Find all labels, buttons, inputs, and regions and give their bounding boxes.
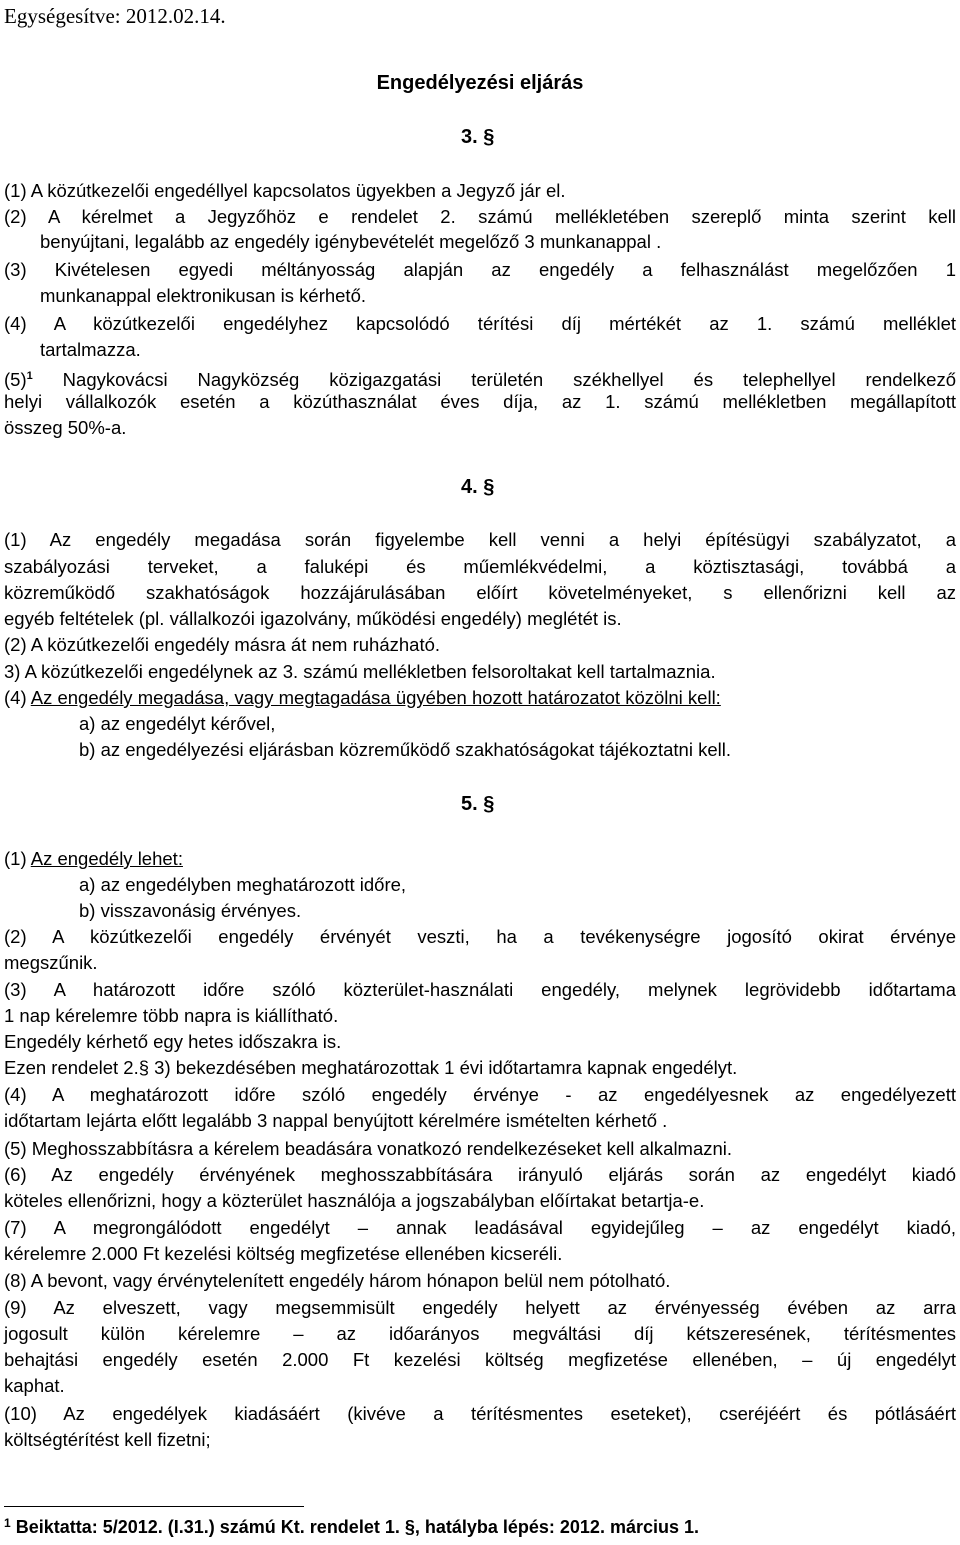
s5-paragraph-3-line-1: (3) A határozott időre szóló közterület-használati engedély, melynek legrövidebb időtartama bbox=[4, 979, 956, 1000]
s4-p4-label: (4) bbox=[4, 687, 31, 708]
s3-paragraph-3-line-1: (3) Kivételesen egyedi méltányosság alapján az engedély a felhasználást megelőzően 1 bbox=[4, 259, 956, 280]
s5-paragraph-1-item-b: b) visszavonásig érvényes. bbox=[79, 900, 302, 921]
s4-paragraph-2: (2) A közútkezelői engedély másra át nem ruházható. bbox=[4, 634, 441, 655]
s3-p5-text: Nagykovácsi Nagyközség közigazgatási területén székhellyel és telephellyel rendelkező bbox=[32, 369, 956, 391]
s3-paragraph-5-line-2: helyi vállalkozók esetén a közúthasználat éves díja, az 1. számú mellékletben megállapított bbox=[4, 391, 956, 412]
s5-paragraph-2-line-1: (2) A közútkezelői engedély érvényét veszti, ha a tevékenységre jogosító okirat érvénye bbox=[4, 926, 956, 947]
footnote-reference[interactable]: 1 bbox=[26, 370, 33, 382]
s5-paragraph-10-line-2: költségtérítést kell fizetni; bbox=[4, 1429, 211, 1450]
consolidation-date-header: Egységesítve: 2012.02.14. bbox=[4, 4, 226, 28]
footnote-separator bbox=[4, 1506, 304, 1507]
s5-paragraph-3-line-3: Engedély kérhető egy hetes időszakra is. bbox=[4, 1031, 342, 1052]
s3-paragraph-4-line-2: tartalmazza. bbox=[40, 339, 141, 360]
s4-paragraph-3: 3) A közútkezelői engedélynek az 3. számú mellékletben felsoroltakat kell tartalmaznia. bbox=[4, 661, 716, 682]
s5-paragraph-3-line-4: Ezen rendelet 2.§ 3) bekezdésében meghatározottak 1 évi időtartamra kapnak engedélyt. bbox=[4, 1057, 738, 1078]
document-title bbox=[0, 72, 960, 95]
s5-paragraph-3-line-2: 1 nap kérelemre több napra is kiállítható. bbox=[4, 1005, 339, 1026]
footnote bbox=[4, 1516, 699, 1538]
s5-paragraph-1-item-a: a) az engedélyben meghatározott időre, bbox=[79, 874, 407, 895]
s5-paragraph-6-line-1: (6) Az engedély érvényének meghosszabbítására irányuló eljárás során az engedélyt kiadó bbox=[4, 1164, 956, 1185]
section-4-heading: 4. § bbox=[461, 476, 495, 498]
s4-paragraph-4-item-a: a) az engedélyt kérővel, bbox=[79, 713, 276, 734]
footnote-text: Beiktatta: 5/2012. (I.31.) számú Kt. rendelet 1. §, hatályba lépés: 2012. március 1. bbox=[10, 1517, 699, 1537]
s4-paragraph-4-item-b: b) az engedélyezési eljárásban közreműködő szakhatóságokat tájékoztatni kell. bbox=[79, 739, 731, 760]
s3-p5-label: (5) bbox=[4, 369, 27, 391]
s3-paragraph-1: (1) A közútkezelői engedéllyel kapcsolatos ügyekben a Jegyző jár el. bbox=[4, 180, 566, 201]
s4-paragraph-1-line-3: közreműködő szakhatóságok hozzájárulásában előírt követelményeket, s ellenőrizni kell az bbox=[4, 582, 956, 603]
section-5-heading: 5. § bbox=[461, 793, 495, 815]
s5-paragraph-10-line-1: (10) Az engedélyek kiadásáért (kivéve a térítésmentes eseteket), cseréjéért és pótlásáért bbox=[4, 1403, 956, 1424]
s5-paragraph-6-line-2: köteles ellenőrizni, hogy a közterület használója a jogszabályban előírtakat betartja-e. bbox=[4, 1190, 705, 1211]
s5-paragraph-5: (5) Meghosszabbításra a kérelem beadására vonatkozó rendelkezéseket kell alkalmazni. bbox=[4, 1138, 733, 1159]
footnote-mark: 1 bbox=[4, 1516, 11, 1530]
s3-paragraph-4-line-1: (4) A közútkezelői engedélyhez kapcsolódó térítési díj mértékét az 1. számú melléklet bbox=[4, 313, 956, 334]
section-3-heading: 3. § bbox=[461, 126, 495, 148]
s5-paragraph-9-line-2: jogosult külön kérelemre – az időarányos megváltási díj kétszeresének, térítésmentes bbox=[4, 1323, 956, 1344]
s3-paragraph-5-line-1 bbox=[4, 365, 956, 391]
s4-paragraph-1-line-4: egyéb feltételek (pl. vállalkozói igazolvány, működési engedély) meglétét is. bbox=[4, 608, 622, 629]
s3-paragraph-2-line-1: (2) A kérelmet a Jegyzőhöz e rendelet 2. számú mellékletében szereplő minta szerint kell bbox=[4, 206, 956, 227]
s5-paragraph-9-line-3: behajtási engedély esetén 2.000 Ft kezelési költség megfizetése ellenében, – új engedélyt bbox=[4, 1349, 956, 1370]
title-text: Engedélyezési eljárás bbox=[376, 72, 584, 94]
s3-paragraph-5-line-3: összeg 50%-a. bbox=[4, 417, 127, 438]
s5-paragraph-9-line-4: kaphat. bbox=[4, 1375, 65, 1396]
s5-paragraph-4-line-2: időtartam lejárta előtt legalább 3 nappal benyújtott kérelmére ismételten kérhető . bbox=[4, 1110, 668, 1131]
s4-paragraph-1-line-1: (1) Az engedély megadása során figyelembe kell venni a helyi építésügyi szabályzatot, a bbox=[4, 529, 956, 550]
s5-p1-label: (1) bbox=[4, 848, 31, 869]
s4-p4-underlined-text: Az engedély megadása, vagy megtagadása ügyében hozott határozatot közölni kell: bbox=[30, 687, 721, 708]
s4-paragraph-4 bbox=[4, 687, 721, 709]
s5-paragraph-2-line-2: megszűnik. bbox=[4, 952, 98, 973]
s5-paragraph-9-line-1: (9) Az elveszett, vagy megsemmisült engedély helyett az érvényesség évében az arra bbox=[4, 1297, 956, 1318]
s3-paragraph-3-line-2: munkanappal elektronikusan is kérhető. bbox=[40, 285, 366, 306]
s5-p1-underlined-text: Az engedély lehet: bbox=[30, 848, 183, 869]
s5-paragraph-4-line-1: (4) A meghatározott időre szóló engedély érvénye - az engedélyesnek az engedélyezett bbox=[4, 1084, 956, 1105]
s5-paragraph-7-line-2: kérelemre 2.000 Ft kezelési költség megfizetése ellenében kicseréli. bbox=[4, 1243, 563, 1264]
s5-paragraph-1 bbox=[4, 848, 183, 870]
s5-paragraph-7-line-1: (7) A megrongálódott engedélyt – annak leadásával egyidejűleg – az engedélyt kiadó, bbox=[4, 1217, 956, 1238]
s5-paragraph-8: (8) A bevont, vagy érvénytelenített engedély három hónapon belül nem pótolható. bbox=[4, 1270, 671, 1291]
s4-paragraph-1-line-2: szabályozási terveket, a faluképi és műemlékvédelmi, a köztisztasági, továbbá a bbox=[4, 556, 956, 577]
s3-paragraph-2-line-2: benyújtani, legalább az engedély igénybevételét megelőző 3 munkanappal . bbox=[40, 231, 662, 252]
